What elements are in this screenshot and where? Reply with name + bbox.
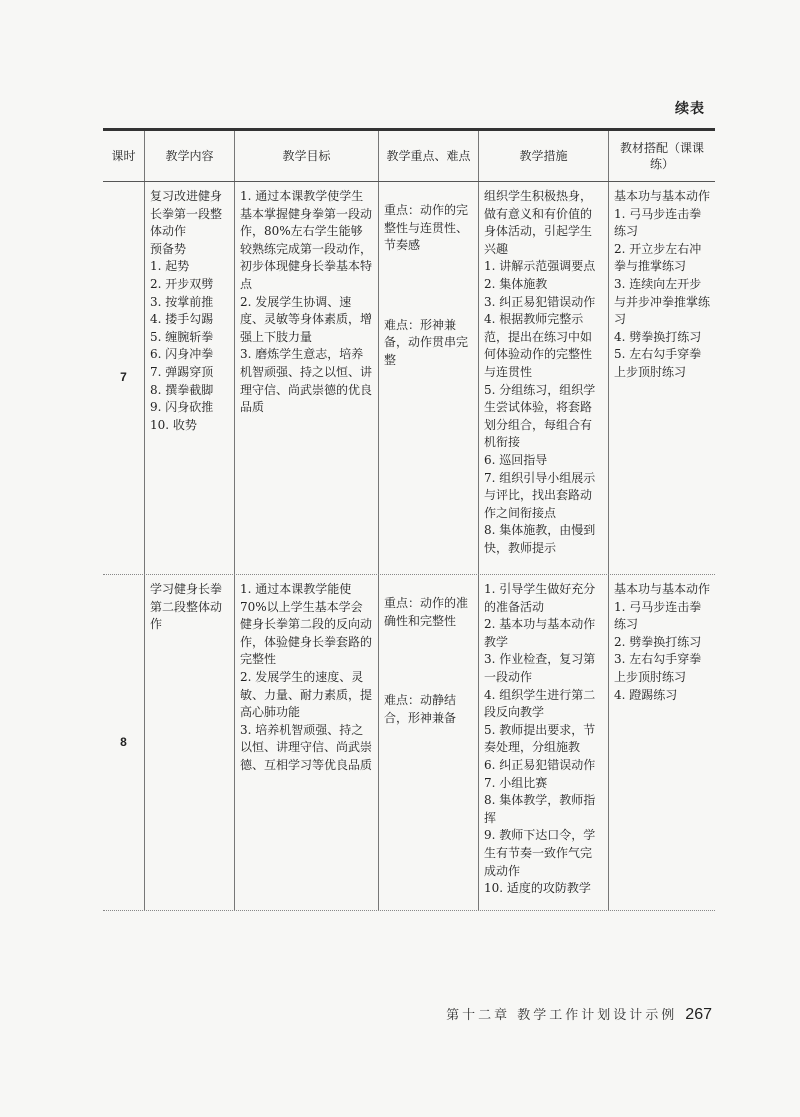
lesson-number: 7: [103, 182, 145, 574]
table-row: [103, 575, 715, 910]
difficulty-text: 难点：动静结合，形神兼备: [384, 693, 457, 725]
page-footer: [446, 1004, 712, 1024]
measures-cell: 1. 引导学生做好充分的准备活动 2. 基本功与基本动作教学 3. 作业检查，复习第一段动作 4. 组织学生进行第二段反向教学 5. 教师提出要求，节奏处理，分组施教 6. 纠正易犯错误动作 7. 小组比赛 8. 集体教学，教师指挥 9. 教师下达口令，学生有节奏一致作气完成动作 10. 适度的攻防教学: [479, 575, 609, 910]
focus-cell: [379, 182, 479, 574]
col-header-content: 教学内容: [145, 131, 235, 181]
focus-text: 重点：动作的准确性和完整性: [384, 596, 469, 628]
measures-cell: 组织学生积极热身，做有意义和有价值的身体活动，引起学生兴趣 1. 讲解示范强调要点 2. 集体施教 3. 纠正易犯错误动作 4. 根据教师完整示范，提出在练习中如何体验动作的完整性与连贯性 5. 分组练习，组织学生尝试体验，将套路划分组合，每组合有机衔接 6. 巡回指导 7. 组织引导小组展示与评比，找出套路动作之间衔接点 8. 集体施教，由慢到快，教师提示: [479, 182, 609, 574]
difficulty-text: 难点：形神兼备，动作贯串完整: [384, 317, 469, 367]
col-header-objectives: 教学目标: [235, 131, 379, 181]
col-header-measures: 教学措施: [479, 131, 609, 181]
lesson-plan-table: [103, 128, 715, 911]
focus-cell: [379, 575, 479, 910]
col-header-lesson: 课时: [103, 131, 145, 181]
continued-label: 续表: [675, 101, 705, 117]
col-header-materials: 教材搭配（课课练）: [619, 141, 704, 171]
objectives-cell: 1. 通过本课教学使学生基本掌握健身拳第一段动作，80%左右学生能够较熟练完成第一段动作，初步体现健身长拳基本特点 2. 发展学生协调、速度、灵敏等身体素质，增强上下肢力量 3. 磨炼学生意志，培养机智顽强、持之以恒、讲理守信、尚武崇德的优良品质: [235, 182, 379, 574]
objectives-cell: 1. 通过本课教学能使70%以上学生基本学会健身长拳第二段的反向动作，体验健身长拳套路的完整性 2. 发展学生的速度、灵敏、力量、耐力素质，提高心肺功能 3. 培养机智顽强、持之以恒、讲理守信、尚武崇德、互相学习等优良品质: [235, 575, 379, 910]
focus-text: 重点：动作的完整性与连贯性、节奏感: [384, 203, 469, 253]
content-cell: 学习健身长拳第二段整体动作: [145, 575, 235, 910]
col-header-focus: 教学重点、难点: [379, 131, 479, 181]
materials-cell: 基本功与基本动作 1. 弓马步连击拳练习 2. 开立步左右冲拳与推掌练习 3. 连续向左开步与并步冲拳推掌练习 4. 劈拳换打练习 5. 左右勾手穿拳上步顶肘练习: [614, 189, 711, 379]
materials-cell: 基本功与基本动作 1. 弓马步连击拳练习 2. 劈拳换打练习 3. 左右勾手穿拳上步顶肘练习 4. 蹬踢练习: [614, 582, 711, 702]
page-number: 267: [685, 1006, 712, 1023]
lesson-number: 8: [103, 575, 145, 910]
table-header-row: [103, 131, 715, 181]
content-cell: 复习改进健身长拳第一段整体动作 预备势 1. 起势 2. 开步双劈 3. 按掌前推 4. 搂手勾踢 5. 缠腕斩拳 6. 闪身冲拳 7. 弹踢穿顶 8. 撰拳截脚 9. 闪身砍推 10. 收势: [145, 182, 235, 574]
table-row: [103, 182, 715, 574]
chapter-title: 第十二章 教学工作计划设计示例: [446, 1008, 678, 1023]
